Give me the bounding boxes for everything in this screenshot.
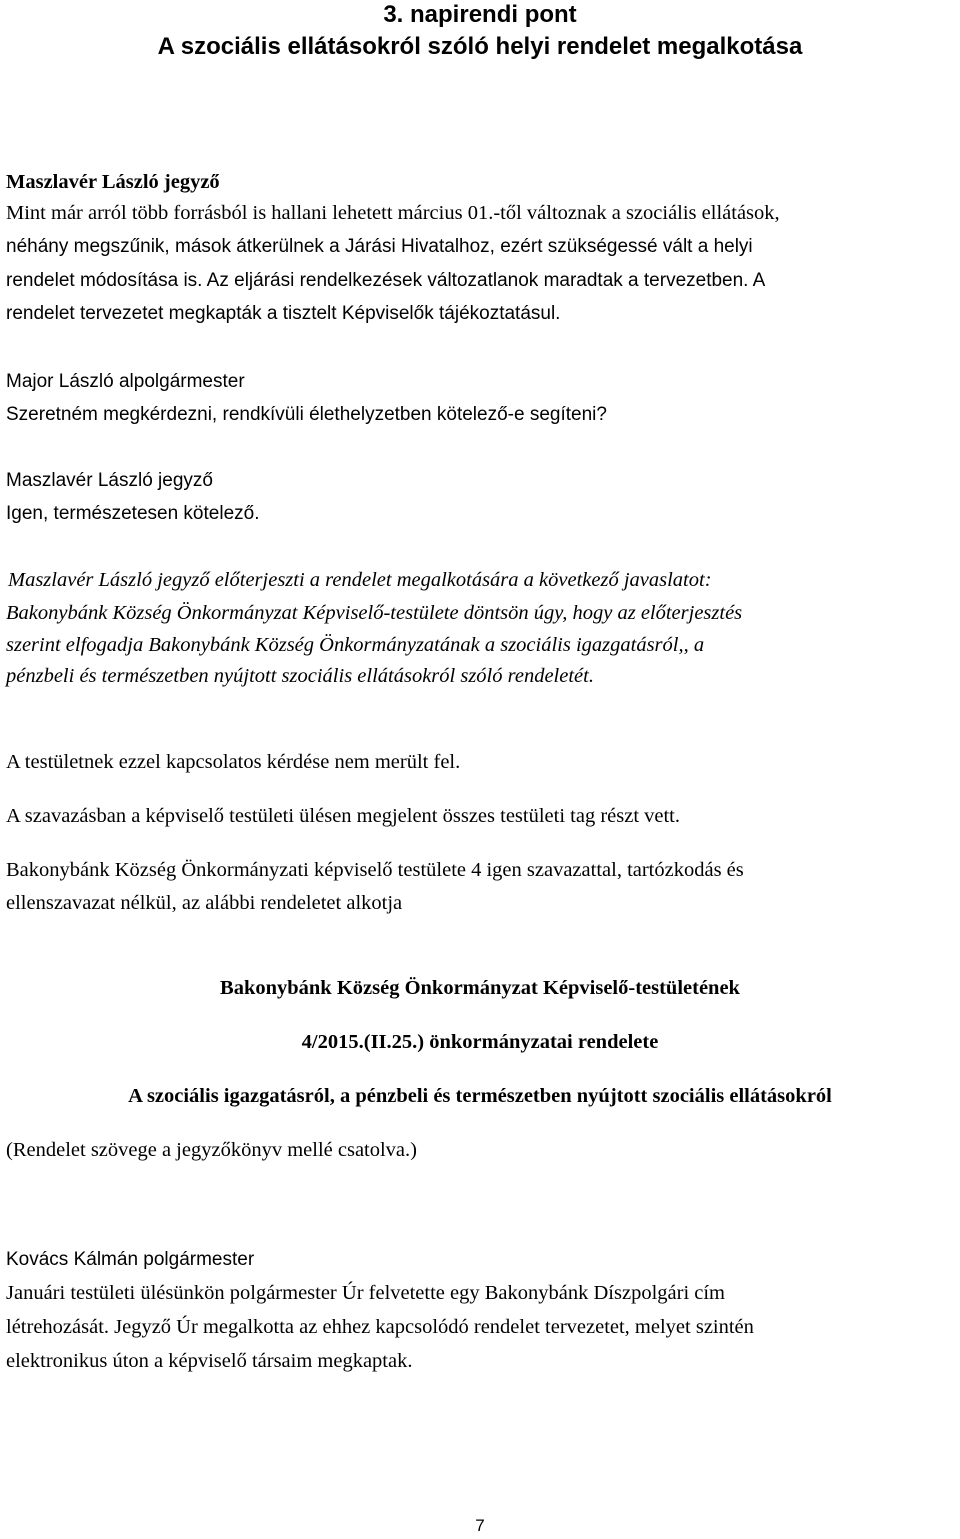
- speech-line: elektronikus úton a képviselő társaim megkaptak.: [6, 1350, 413, 1372]
- agenda-item-title: A szociális ellátásokról szóló helyi rendelet megalkotása: [157, 33, 803, 60]
- paragraph: Bakonybánk Község Önkormányzati képviselő testülete 4 igen szavazattal, tartózkodás és: [6, 859, 744, 881]
- proposal-line: szerint elfogadja Bakonybánk Község Önkormányzatának a szociális igazgatásról,, a: [6, 634, 705, 656]
- speech-line: rendelet módosítása is. Az eljárási rendelkezések változatlanok maradtak a tervezetben. A: [6, 270, 766, 291]
- paragraph: A szavazásban a képviselő testületi ülésen megjelent összes testületi tag részt vett.: [6, 805, 681, 827]
- speech-line: Igen, természetesen kötelező.: [6, 503, 260, 524]
- paragraph: ellenszavazat nélkül, az alábbi rendeletet alkotja: [6, 892, 403, 914]
- speech-line: Szeretném megkérdezni, rendkívüli élethelyzetben kötelező-e segíteni?: [6, 404, 607, 425]
- decree-title: Bakonybánk Község Önkormányzat Képviselő-testületének: [220, 977, 740, 999]
- speech-line: rendelet tervezetet megkapták a tisztelt Képviselők tájékoztatásul.: [6, 303, 561, 324]
- speaker-name: Maszlavér László jegyző: [6, 470, 213, 491]
- proposal-line: Maszlavér László jegyző előterjeszti a rendelet megalkotására a következő javaslatot:: [8, 569, 712, 591]
- proposal-line: pénzbeli és természetben nyújtott szociális ellátásokról szóló rendeletét.: [6, 665, 594, 687]
- agenda-item-heading: 3. napirendi pont: [383, 1, 577, 28]
- speech-line: létrehozását. Jegyző Úr megalkotta az ehhez kapcsolódó rendelet tervezetet, melyet szintén: [6, 1316, 754, 1338]
- page-number: 7: [475, 1516, 485, 1535]
- speech-line: Januári testületi ülésünkön polgármester Úr felvetette egy Bakonybánk Díszpolgári cím: [6, 1282, 726, 1304]
- speaker-name: Maszlavér László jegyző: [6, 171, 220, 193]
- proposal-line: Bakonybánk Község Önkormányzat Képviselő-testülete döntsön úgy, hogy az előterjesztés: [6, 602, 743, 624]
- decree-number: 4/2015.(II.25.) önkormányzatai rendelete: [301, 1031, 659, 1053]
- speaker-name: Major László alpolgármester: [6, 371, 245, 392]
- paragraph: A testületnek ezzel kapcsolatos kérdése nem merült fel.: [6, 751, 461, 773]
- decree-subject: A szociális igazgatásról, a pénzbeli és természetben nyújtott szociális ellátásokról: [128, 1085, 832, 1107]
- speaker-name: Kovács Kálmán polgármester: [6, 1249, 255, 1270]
- speech-line: Mint már arról több forrásból is hallani lehetett március 01.-től változnak a szociális ellátások,: [6, 202, 780, 224]
- decree-note: (Rendelet szövege a jegyzőkönyv mellé csatolva.): [6, 1139, 417, 1161]
- speech-line: néhány megszűnik, mások átkerülnek a Járási Hivatalhoz, ezért szükségessé vált a helyi: [6, 236, 753, 257]
